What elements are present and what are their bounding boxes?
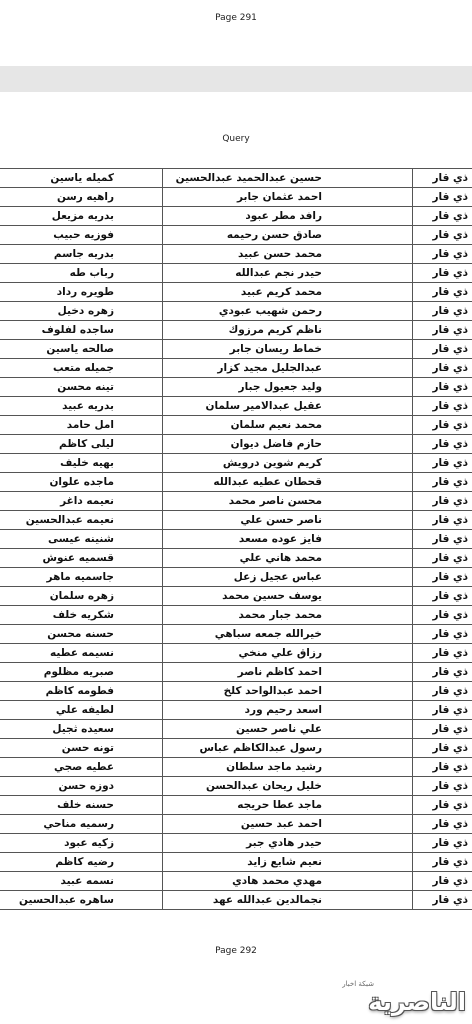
second-name-cell: نعيمه داغر (0, 492, 163, 511)
second-name-cell: ساجده لفلوف (0, 321, 163, 340)
first-name-cell: رشيد ماجد سلطان (163, 758, 413, 777)
first-name-cell: خيرالله جمعه سباهي (163, 625, 413, 644)
table-row (0, 739, 472, 758)
table-row (0, 758, 472, 777)
first-name-cell: فايز عوده مسعد (163, 530, 413, 549)
table-row (0, 549, 472, 568)
table-row (0, 530, 472, 549)
second-name-cell: حسنه خلف (0, 796, 163, 815)
governorate-cell: ذي قار (413, 625, 472, 644)
second-name-cell: بهيه خليف (0, 454, 163, 473)
page-separator (0, 66, 472, 92)
first-name-cell: قحطان عطيه عبدالله (163, 473, 413, 492)
governorate-cell: ذي قار (413, 188, 472, 207)
second-name-cell: بدريه عبيد (0, 397, 163, 416)
second-name-cell: شنينه عيسى (0, 530, 163, 549)
first-name-cell: ناصر حسن علي (163, 511, 413, 530)
governorate-cell: ذي قار (413, 682, 472, 701)
governorate-cell: ذي قار (413, 321, 472, 340)
table-row (0, 720, 472, 739)
governorate-cell: ذي قار (413, 853, 472, 872)
table-row (0, 644, 472, 663)
first-name-cell: خليل ريحان عبدالحسن (163, 777, 413, 796)
governorate-cell: ذي قار (413, 606, 472, 625)
second-name-cell: راهيه رسن (0, 188, 163, 207)
second-name-cell: نسيمه عطيه (0, 644, 163, 663)
first-name-cell: حيدر هادي جبر (163, 834, 413, 853)
governorate-cell: ذي قار (413, 397, 472, 416)
governorate-cell: ذي قار (413, 834, 472, 853)
table-row (0, 454, 472, 473)
second-name-cell: ماجده علوان (0, 473, 163, 492)
second-name-cell: صبريه مظلوم (0, 663, 163, 682)
governorate-cell: ذي قار (413, 644, 472, 663)
second-name-cell: كميله ياسين (0, 169, 163, 188)
second-name-cell: فطومه كاظم (0, 682, 163, 701)
second-name-cell: زهره سلمان (0, 587, 163, 606)
governorate-cell: ذي قار (413, 473, 472, 492)
second-name-cell: لطيفه علي (0, 701, 163, 720)
table-row (0, 701, 472, 720)
table-row (0, 872, 472, 891)
first-name-cell: رسول عبدالكاظم عباس (163, 739, 413, 758)
first-name-cell: يوسف حسين محمد (163, 587, 413, 606)
table-row (0, 321, 472, 340)
table-row (0, 169, 472, 188)
second-name-cell: نسمه عبيد (0, 872, 163, 891)
second-name-cell: جاسميه ماهر (0, 568, 163, 587)
table-row (0, 568, 472, 587)
second-name-cell: نعيمه عبدالحسين (0, 511, 163, 530)
second-name-cell: صالحه ياسين (0, 340, 163, 359)
first-name-cell: احمد عبدالواحد كلخ (163, 682, 413, 701)
table-row (0, 340, 472, 359)
table-row (0, 245, 472, 264)
governorate-cell: ذي قار (413, 283, 472, 302)
table-row (0, 416, 472, 435)
second-name-cell: رباب طه (0, 264, 163, 283)
table-row (0, 226, 472, 245)
second-name-cell: سعيده ثجيل (0, 720, 163, 739)
second-name-cell: ليلى كاظم (0, 435, 163, 454)
first-name-cell: مهدي محمد هادي (163, 872, 413, 891)
second-name-cell: زكيه عبود (0, 834, 163, 853)
second-name-cell: زهره دخيل (0, 302, 163, 321)
table-row (0, 264, 472, 283)
governorate-cell: ذي قار (413, 891, 472, 910)
governorate-cell: ذي قار (413, 511, 472, 530)
governorate-cell: ذي قار (413, 378, 472, 397)
first-name-cell: محمد جبار محمد (163, 606, 413, 625)
second-name-cell: بدريه جاسم (0, 245, 163, 264)
second-name-cell: تونه حسن (0, 739, 163, 758)
second-name-cell: بدريه مزيعل (0, 207, 163, 226)
second-name-cell: فوزيه حبيب (0, 226, 163, 245)
first-name-cell: حيدر نجم عبدالله (163, 264, 413, 283)
table-row (0, 834, 472, 853)
second-name-cell: حسنه محسن (0, 625, 163, 644)
second-name-cell: رسميه مناحي (0, 815, 163, 834)
second-name-cell: جميله متعب (0, 359, 163, 378)
first-name-cell: محسن ناصر محمد (163, 492, 413, 511)
governorate-cell: ذي قار (413, 435, 472, 454)
second-name-cell: امل حامد (0, 416, 163, 435)
second-name-cell: قسميه عنوش (0, 549, 163, 568)
governorate-cell: ذي قار (413, 796, 472, 815)
governorate-cell: ذي قار (413, 815, 472, 834)
governorate-cell: ذي قار (413, 340, 472, 359)
records-table (0, 168, 472, 910)
governorate-cell: ذي قار (413, 701, 472, 720)
governorate-cell: ذي قار (413, 454, 472, 473)
first-name-cell: وليد جعيول جبار (163, 378, 413, 397)
governorate-cell: ذي قار (413, 245, 472, 264)
first-name-cell: محمد كريم عبيد (163, 283, 413, 302)
first-name-cell: خماط ريسان جابر (163, 340, 413, 359)
first-name-cell: احمد عبد حسين (163, 815, 413, 834)
governorate-cell: ذي قار (413, 872, 472, 891)
table-row (0, 359, 472, 378)
first-name-cell: ناظم كريم مرزوك (163, 321, 413, 340)
second-name-cell: رضيه كاظم (0, 853, 163, 872)
watermark-logo (336, 978, 466, 1018)
table-row (0, 207, 472, 226)
second-name-cell: عطيه صجي (0, 758, 163, 777)
governorate-cell: ذي قار (413, 492, 472, 511)
governorate-cell: ذي قار (413, 758, 472, 777)
table-row (0, 188, 472, 207)
governorate-cell: ذي قار (413, 226, 472, 245)
second-name-cell: ساهره عبدالحسين (0, 891, 163, 910)
table-row (0, 815, 472, 834)
table-row (0, 853, 472, 872)
table-row (0, 891, 472, 910)
second-name-cell: شكريه خلف (0, 606, 163, 625)
first-name-cell: محمد هاني علي (163, 549, 413, 568)
table-row (0, 796, 472, 815)
governorate-cell: ذي قار (413, 207, 472, 226)
table-row (0, 777, 472, 796)
first-name-cell: حازم فاضل ديوان (163, 435, 413, 454)
governorate-cell: ذي قار (413, 720, 472, 739)
first-name-cell: صادق حسن رحيمه (163, 226, 413, 245)
governorate-cell: ذي قار (413, 169, 472, 188)
table-row (0, 397, 472, 416)
page-number-bottom: Page 292 (215, 946, 257, 956)
first-name-cell: ماجد عطا حريجه (163, 796, 413, 815)
first-name-cell: عباس عجيل زعل (163, 568, 413, 587)
first-name-cell: نجمالدين عبدالله عهد (163, 891, 413, 910)
second-name-cell: دوزه حسن (0, 777, 163, 796)
table-row (0, 682, 472, 701)
governorate-cell: ذي قار (413, 587, 472, 606)
first-name-cell: احمد عثمان جابر (163, 188, 413, 207)
table-row (0, 378, 472, 397)
table-row (0, 473, 472, 492)
table-row (0, 606, 472, 625)
governorate-cell: ذي قار (413, 739, 472, 758)
first-name-cell: احمد كاظم ناصر (163, 663, 413, 682)
governorate-cell: ذي قار (413, 302, 472, 321)
watermark-main-text: الناصرية (368, 988, 466, 1016)
first-name-cell: عبدالجليل مجيد كزار (163, 359, 413, 378)
first-name-cell: رزاق علي منخي (163, 644, 413, 663)
page-number-top: Page 291 (215, 13, 257, 23)
first-name-cell: اسعد رحيم ورد (163, 701, 413, 720)
table-row (0, 283, 472, 302)
records-table-body (0, 169, 472, 910)
second-name-cell: تينه محسن (0, 378, 163, 397)
table-row (0, 492, 472, 511)
governorate-cell: ذي قار (413, 549, 472, 568)
first-name-cell: رافد مطر عبود (163, 207, 413, 226)
first-name-cell: نعيم شايع زايد (163, 853, 413, 872)
governorate-cell: ذي قار (413, 359, 472, 378)
first-name-cell: علي ناصر حسين (163, 720, 413, 739)
governorate-cell: ذي قار (413, 264, 472, 283)
governorate-cell: ذي قار (413, 777, 472, 796)
first-name-cell: محمد نعيم سلمان (163, 416, 413, 435)
table-row (0, 625, 472, 644)
watermark-small-text: شبكة اخبار (342, 980, 374, 988)
query-title: Query (222, 134, 250, 144)
first-name-cell: عقيل عبدالامير سلمان (163, 397, 413, 416)
first-name-cell: محمد حسن عبيد (163, 245, 413, 264)
table-row (0, 302, 472, 321)
governorate-cell: ذي قار (413, 663, 472, 682)
second-name-cell: طويره رداد (0, 283, 163, 302)
table-row (0, 511, 472, 530)
governorate-cell: ذي قار (413, 568, 472, 587)
first-name-cell: كريم شوين درويش (163, 454, 413, 473)
governorate-cell: ذي قار (413, 416, 472, 435)
table-row (0, 587, 472, 606)
table-row (0, 435, 472, 454)
first-name-cell: رحمن شهيب عبودي (163, 302, 413, 321)
table-row (0, 663, 472, 682)
governorate-cell: ذي قار (413, 530, 472, 549)
first-name-cell: حسين عبدالحميد عبدالحسين (163, 169, 413, 188)
